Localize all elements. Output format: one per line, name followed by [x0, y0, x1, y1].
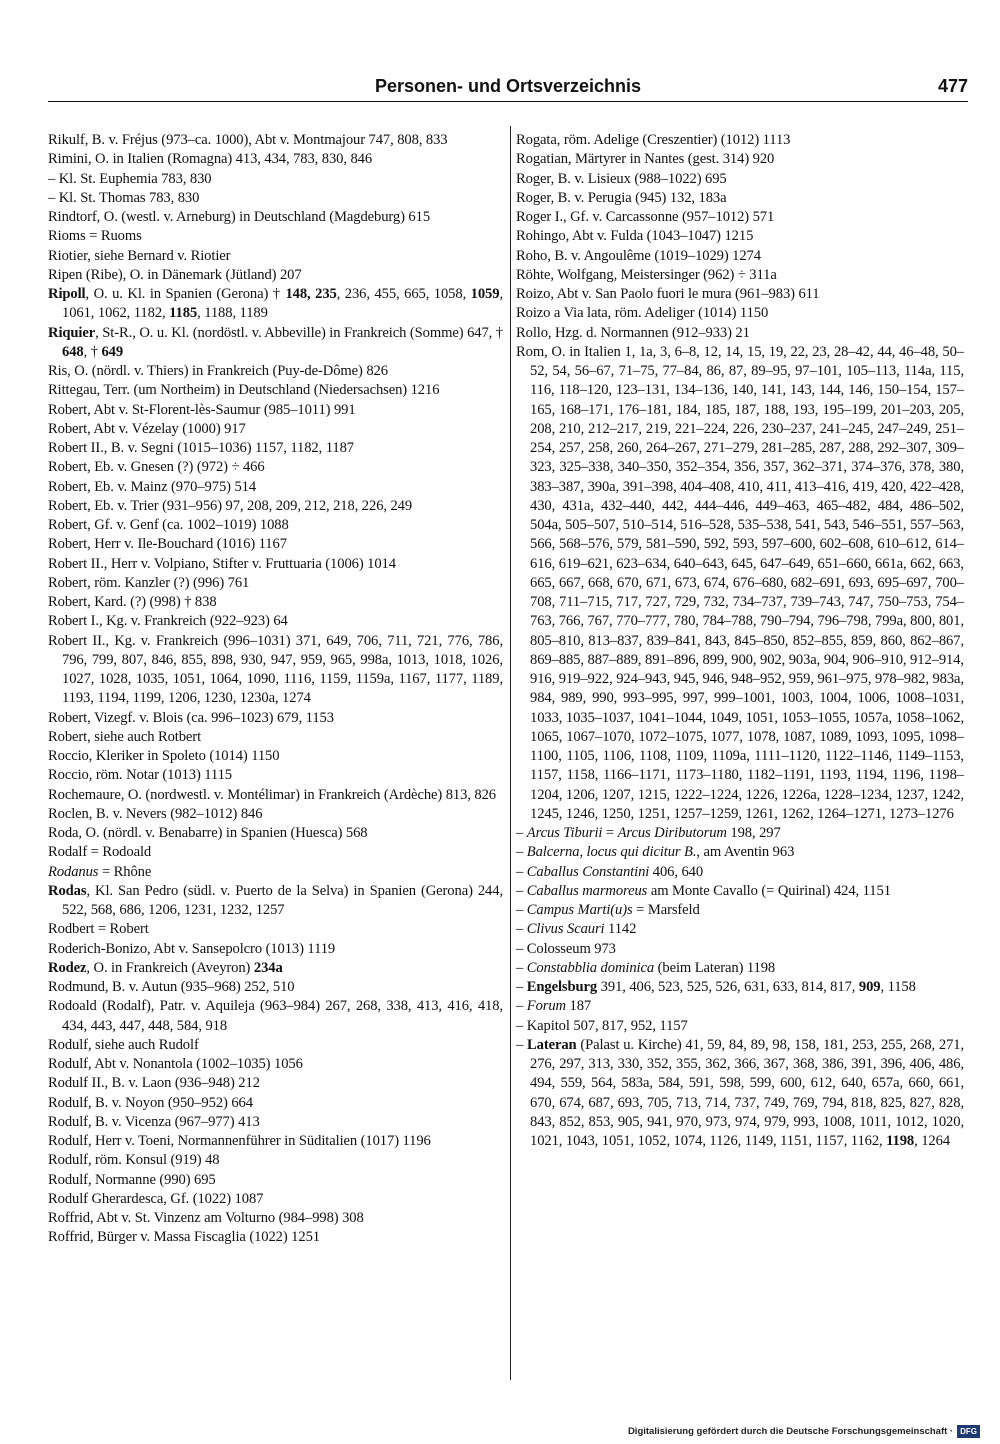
index-entry: – Kapitol 507, 817, 952, 1157	[516, 1017, 688, 1034]
index-entry: – Colosseum 973	[516, 940, 616, 957]
index-entry: Roda, O. (nördl. v. Benabarre) in Spanien (Huesca) 568	[48, 825, 368, 841]
index-entry: – Engelsburg 391, 406, 523, 525, 526, 631, 633, 814, 817, 909, 1158	[516, 979, 916, 995]
footer-text: Digitalisierung gefördert durch die Deutsche Forschungsgemeinschaft ·	[627, 1426, 954, 1437]
index-entry: Rioms = Ruoms	[48, 228, 142, 245]
index-entry: – Arcus Tiburii = Arcus Diributorum 198, 297	[516, 825, 781, 841]
index-entry: Rodbert = Robert	[48, 921, 149, 938]
index-entry: Roger, B. v. Lisieux (988–1022) 695	[516, 170, 727, 187]
index-entry: Rohingo, Abt v. Fulda (1043–1047) 1215	[516, 228, 754, 245]
index-entry: Rittegau, Terr. (um Northeim) in Deutschland (Niedersachsen) 1216	[48, 382, 440, 399]
index-entry: Rodulf, röm. Konsul (919) 48	[48, 1152, 220, 1169]
index-entry: Robert II., Kg. v. Frankreich (996–1031) 371, 649, 706, 711, 721, 776, 786, 796, 799, 807, 846, 855, 898, 930, 947, 959, 965, 998a, 1013, 1018, 1026, 1027, 1028, 1035, 1051, 1064, 1090, 1116, 1159, 1159a, 1167, 1177, 1189, 1193, 1194, 1199, 1206, 1230, 1230a, 1274	[48, 632, 503, 707]
dfg-logo: DFG	[957, 1425, 980, 1438]
index-entry: Roccio, röm. Notar (1013) 1115	[48, 767, 232, 784]
index-entry: Robert, Herr v. Ile-Bouchard (1016) 1167	[48, 536, 287, 553]
index-entry: Rindtorf, O. (westl. v. Arneburg) in Deutschland (Magdeburg) 615	[48, 209, 431, 225]
index-entry: – Kl. St. Thomas 783, 830	[48, 189, 200, 206]
index-entry: Rodoald (Rodalf), Patr. v. Aquileja (963–984) 267, 268, 338, 413, 416, 418, 434, 443, 447, 448, 584, 918	[48, 998, 503, 1034]
index-entry: Rodulf, Normanne (990) 695	[48, 1171, 216, 1188]
index-entry: – Forum 187	[516, 998, 592, 1015]
index-entry: Ris, O. (nördl. v. Thiers) in Frankreich (Puy-de-Dôme) 826	[48, 363, 388, 379]
index-entry: – Lateran (Palast u. Kirche) 41, 59, 84, 89, 98, 158, 181, 253, 255, 268, 271, 276, 297, 313, 330, 352, 355, 362, 366, 367, 368, 386, 391, 396, 406, 486, 494, 559, 564, 583a, 584, 591, 598, 599, 600, 612, 640, 657a, 660, 661, 670, 674, 687, 693, 705, 713, 714, 737, 749, 769, 794, 818, 825, 827, 828, 843, 852, 853, 905, 941, 970, 973, 974, 979, 993, 1008, 1011, 1012, 1020, 1021, 1043, 1051, 1052, 1074, 1126, 1149, 1151, 1157, 1162, 1198, 1264	[516, 1036, 965, 1149]
page-number: 477	[937, 76, 968, 96]
index-entry: – Clivus Scauri 1142	[516, 921, 637, 938]
index-entry: Roger I., Gf. v. Carcassonne (957–1012) 571	[516, 209, 775, 225]
index-entry: – Constabblia dominica (beim Lateran) 1198	[516, 959, 776, 976]
index-entry: Rimini, O. in Italien (Romagna) 413, 434, 783, 830, 846	[48, 151, 373, 168]
index-entry: Roho, B. v. Angoulême (1019–1029) 1274	[516, 247, 761, 264]
index-entry: Robert, siehe auch Rotbert	[48, 728, 202, 745]
page-title: Personen- und Ortsverzeichnis	[374, 76, 642, 96]
index-entry: Roderich-Bonizo, Abt v. Sansepolcro (1013) 1119	[48, 940, 336, 957]
index-entry: Robert, Abt v. St-Florent-lès-Saumur (985–1011) 991	[48, 401, 356, 418]
index-entry: Roccio, Kleriker in Spoleto (1014) 1150	[48, 748, 280, 764]
index-entry: Robert I., Kg. v. Frankreich (922–923) 64	[48, 613, 288, 630]
index-entry: Riotier, siehe Bernard v. Riotier	[48, 247, 231, 264]
header-rule	[48, 101, 968, 102]
index-entry: Robert, Abt v. Vézelay (1000) 917	[48, 420, 246, 437]
index-entry: Roffrid, Bürger v. Massa Fiscaglia (1022) 1251	[48, 1229, 320, 1246]
index-entry: Röhte, Wolfgang, Meistersinger (962) ÷ 311a	[516, 266, 777, 283]
index-entry: Robert, röm. Kanzler (?) (996) 761	[48, 574, 250, 591]
index-entry: Rodalf = Rodoald	[48, 844, 152, 861]
index-entry: Rikulf, B. v. Fréjus (973–ca. 1000), Abt v. Montmajour 747, 808, 833	[48, 132, 448, 148]
index-entry: Roizo a Via lata, röm. Adeliger (1014) 1150	[516, 305, 769, 322]
index-entry: Rogata, röm. Adelige (Creszentier) (1012) 1113	[516, 132, 791, 148]
index-entry: Rodulf, B. v. Noyon (950–952) 664	[48, 1094, 253, 1111]
index-entry: Rodez, O. in Frankreich (Aveyron) 234a	[48, 959, 283, 976]
index-entry: Robert, Kard. (?) (998) † 838	[48, 594, 217, 610]
index-entry: Rodulf II., B. v. Laon (936–948) 212	[48, 1075, 260, 1092]
index-entry: Rogatian, Märtyrer in Nantes (gest. 314) 920	[516, 151, 775, 168]
index-entry: Rodanus = Rhône	[48, 863, 152, 880]
index-entry: – Caballus Constantini 406, 640	[516, 863, 704, 880]
index-entry: Robert II., Herr v. Volpiano, Stifter v. Fruttuaria (1006) 1014	[48, 555, 396, 572]
index-entry: – Caballus marmoreus am Monte Cavallo (= Quirinal) 424, 1151	[516, 882, 891, 899]
index-entry: Robert, Eb. v. Mainz (970–975) 514	[48, 478, 257, 495]
index-entry: Rodas, Kl. San Pedro (südl. v. Puerto de la Selva) in Spanien (Gerona) 244, 522, 568, 686, 1206, 1231, 1232, 1257	[48, 882, 503, 918]
column-divider	[510, 126, 511, 1380]
index-entry: Robert II., B. v. Segni (1015–1036) 1157, 1182, 1187	[48, 440, 354, 456]
footer-credit	[628, 1425, 980, 1438]
index-entry: Robert, Eb. v. Trier (931–956) 97, 208, 209, 212, 218, 226, 249	[48, 497, 413, 514]
index-entry: Rollo, Hzg. d. Normannen (912–933) 21	[516, 324, 750, 341]
index-column-left	[48, 131, 503, 1248]
index-entry: Roffrid, Abt v. St. Vinzenz am Volturno (984–998) 308	[48, 1210, 364, 1226]
index-entry: Ripen (Ribe), O. in Dänemark (Jütland) 207	[48, 266, 302, 283]
index-entry: Rodulf, B. v. Vicenza (967–977) 413	[48, 1113, 260, 1130]
index-entry: Ripoll, O. u. Kl. in Spanien (Gerona) † 148, 235, 236, 455, 665, 1058, 1059, 1061, 1062, 1182, 1185, 1188, 1189	[48, 286, 503, 322]
index-entry: Rodulf, Herr v. Toeni, Normannenführer in Süditalien (1017) 1196	[48, 1133, 431, 1149]
index-entry: – Kl. St. Euphemia 783, 830	[48, 170, 212, 187]
index-entry: Robert, Eb. v. Gnesen (?) (972) ÷ 466	[48, 459, 265, 476]
index-entry: Rodulf Gherardesca, Gf. (1022) 1087	[48, 1190, 264, 1207]
index-entry: Roizo, Abt v. San Paolo fuori le mura (961–983) 611	[516, 286, 820, 302]
index-entry: Robert, Gf. v. Genf (ca. 1002–1019) 1088	[48, 517, 289, 533]
page-header	[48, 74, 968, 100]
index-entry: Riquier, St-R., O. u. Kl. (nordöstl. v. Abbeville) in Frankreich (Somme) 647, † 648, † 649	[48, 324, 503, 360]
index-entry: Rodulf, siehe auch Rudolf	[48, 1036, 199, 1053]
index-entry: Rodulf, Abt v. Nonantola (1002–1035) 1056	[48, 1056, 303, 1072]
index-entry: Rochemaure, O. (nordwestl. v. Montélimar) in Frankreich (Ardèche) 813, 826	[48, 786, 496, 803]
index-entry: Rom, O. in Italien 1, 1a, 3, 6–8, 12, 14, 15, 19, 22, 23, 28–42, 44, 46–48, 50–52, 54, 56–67, 71–75, 77–84, 86, 87, 89–95, 97–101, 105–113, 114a, 115, 116, 118–120, 123–131, 134–136, 140, 141, 143, 144, 146, 150–154, 157–165, 168–171, 176–181, 184, 185, 187, 188, 193, 195–199, 201–203, 205, 208, 210, 212–217, 219, 221–224, 226, 230–237, 241–245, 247–249, 251–254, 257, 258, 260, 264–267, 271–279, 281–285, 287, 288, 292–307, 309–323, 325–338, 340–350, 352–354, 356, 357, 362–371, 374–376, 378, 380, 383–387, 390a, 391–398, 404–408, 410, 411, 413–416, 419, 420, 422–428, 430, 431a, 432–440, 442, 444–446, 449–463, 465–482, 484, 486–502, 504a, 505–507, 510–514, 516–528, 535–538, 541, 543, 546–551, 557–563, 566, 568–576, 579, 581–590, 592, 593, 597–600, 602–608, 610–612, 614–616, 619–621, 623–634, 640–643, 645, 647–649, 651–660, 661a, 662, 663, 665, 667, 668, 670, 671, 673, 674, 676–680, 682–691, 693, 695–697, 700–708, 711–715, 717, 727, 729, 732, 734–737, 739–743, 747, 750–753, 754–763, 766, 767, 770–777, 780, 784–788, 790–794, 796–798, 799a, 800, 801, 805–810, 813–837, 839–841, 843, 845–850, 852–855, 859, 860, 862–867, 869–885, 887–889, 891–896, 899, 900, 902, 903a, 904, 906–910, 912–914, 916, 919–922, 924–943, 945, 946, 948–952, 959, 961–975, 978–982, 983a, 984, 989, 990, 993–995, 997, 999–1001, 1003, 1004, 1006, 1008–1031, 1033, 1035–1037, 1041–1044, 1049, 1051, 1053–1055, 1057a, 1058–1062, 1065, 1067–1070, 1072–1075, 1077, 1078, 1087, 1089, 1093, 1095, 1098–1100, 1105, 1106, 1108, 1109, 1109a, 1111–1120, 1122–1146, 1149–1153, 1157, 1158, 1166–1171, 1173–1180, 1182–1191, 1193, 1194, 1196, 1198–1204, 1206, 1207, 1215, 1222–1224, 1226, 1226a, 1228–1234, 1237, 1242, 1245, 1246, 1250, 1251, 1257–1259, 1261, 1262, 1264–1271, 1273–1276	[516, 343, 964, 822]
index-entry: Robert, Vizegf. v. Blois (ca. 996–1023) 679, 1153	[48, 709, 334, 726]
index-entry: – Balcerna, locus qui dicitur B., am Aventin 963	[516, 844, 795, 861]
index-entry: Rodmund, B. v. Autun (935–968) 252, 510	[48, 979, 295, 995]
index-entry: – Campus Marti(u)s = Marsfeld	[516, 902, 700, 918]
index-column-right	[516, 131, 964, 1151]
index-entry: Roclen, B. v. Nevers (982–1012) 846	[48, 805, 263, 822]
index-entry: Roger, B. v. Perugia (945) 132, 183a	[516, 189, 727, 206]
